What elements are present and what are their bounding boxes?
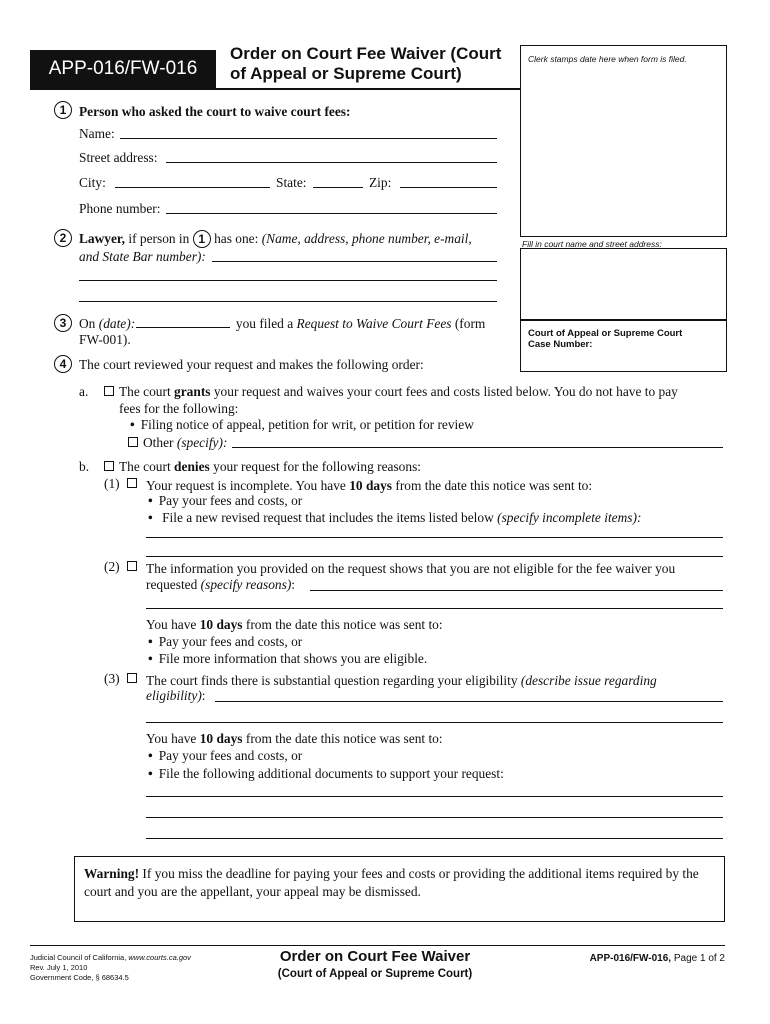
- reason-3-number: (3): [104, 671, 120, 686]
- footer-center: [250, 948, 500, 982]
- form-id: APP-016/FW-016: [48, 58, 198, 79]
- footer-left: Judicial Council of California, www.courts.ca.gov Rev. July 1, 2010 Government Code, § 68634.5: [30, 953, 191, 982]
- zip-label: Zip:: [369, 175, 392, 190]
- form-title-line1: Order on Court Fee Waiver (Court: [230, 44, 502, 63]
- phone-field[interactable]: [166, 213, 497, 214]
- grant-bullet-1: • Filing notice of appeal, petition for writ, or petition for review: [130, 417, 474, 433]
- reason-3-days: You have 10 days from the date this notice was sent to:: [146, 731, 443, 746]
- reason-3-checkbox[interactable]: [127, 673, 137, 683]
- section-1-number: 1: [54, 101, 72, 119]
- case-label-line1: Court of Appeal or Supreme Court: [528, 328, 683, 339]
- reason-3-field-1[interactable]: [215, 701, 723, 702]
- title-underline: [30, 88, 520, 90]
- name-field[interactable]: [120, 138, 497, 139]
- other-label: Other (specify):: [143, 435, 228, 450]
- section-4-number: 4: [54, 355, 72, 373]
- reason-1-bullet-1: • Pay your fees and costs, or: [148, 493, 302, 509]
- court-name-box[interactable]: [520, 248, 727, 320]
- state-label: State:: [276, 175, 307, 190]
- footer-right: APP-016/FW-016, Page 1 of 2: [589, 953, 725, 964]
- other-field[interactable]: [232, 447, 723, 448]
- other-checkbox[interactable]: [128, 437, 138, 447]
- lawyer-text-a: if person in: [128, 231, 190, 247]
- lawyer-line1: [79, 231, 472, 249]
- reason-2-checkbox[interactable]: [127, 561, 137, 571]
- form-title-line2: of Appeal or Supreme Court): [230, 64, 462, 83]
- case-label-line2: Case Number:: [528, 339, 593, 350]
- lawyer-field-3[interactable]: [79, 301, 497, 302]
- warning-line1: Warning! If you miss the deadline for paying your fees and costs or providing the additional items required by the: [84, 866, 699, 881]
- grant-text-c: fees for the following:: [119, 401, 239, 416]
- city-label: City:: [79, 175, 106, 190]
- section-3-number: 3: [54, 314, 72, 332]
- reason-3-field-3[interactable]: [146, 796, 723, 797]
- court-name-note: Fill in court name and street address:: [522, 239, 662, 249]
- reason-2-field-2[interactable]: [146, 608, 723, 609]
- name-label: Name:: [79, 126, 115, 141]
- deny-text: The court denies your request for the following reasons:: [119, 459, 422, 474]
- footer-subtitle: (Court of Appeal or Supreme Court): [277, 968, 473, 980]
- clerk-stamp-note: Clerk stamps date here when form is filed.: [528, 54, 687, 64]
- footer-title: Order on Court Fee Waiver: [279, 948, 471, 965]
- reason-1-number: (1): [104, 476, 120, 491]
- case-number-label: [528, 328, 682, 350]
- reason-3-text: The court finds there is substantial question regarding your eligibility (describe issue regarding: [146, 673, 657, 688]
- reason-1-field-2[interactable]: [146, 556, 723, 557]
- phone-label: Phone number:: [79, 201, 161, 216]
- form-title: [230, 44, 520, 84]
- lawyer-italic-b: and State Bar number):: [79, 249, 206, 264]
- reason-3-bullet-1: • Pay your fees and costs, or: [148, 748, 302, 764]
- item-a-letter: a.: [79, 384, 89, 399]
- reason-3-text-b: eligibility):: [146, 688, 206, 703]
- reason-1-checkbox[interactable]: [127, 478, 137, 488]
- reason-2-bullet-2: • File more information that shows you are eligible.: [148, 651, 427, 667]
- lawyer-text-b: has one:: [214, 231, 259, 247]
- lawyer-bold: Lawyer,: [79, 231, 125, 247]
- lawyer-italic-a: (Name, address, phone number, e-mail,: [261, 231, 472, 247]
- reason-2-field-1[interactable]: [310, 590, 723, 591]
- reason-2-number: (2): [104, 559, 120, 574]
- section-2-number: 2: [54, 229, 72, 247]
- lawyer-field-1[interactable]: [212, 261, 497, 262]
- section-4-intro: The court reviewed your request and makes the following order:: [79, 357, 424, 372]
- lawyer-field-2[interactable]: [79, 280, 497, 281]
- grant-text: The court grants your request and waives your court fees and costs listed below. You do not have to pay: [119, 384, 678, 399]
- reason-2-text-a: The information you provided on the request shows that you are not eligible for the fee waiver you: [146, 561, 676, 576]
- reason-1-text: Your request is incomplete. You have 10 days from the date this notice was sent to:: [146, 478, 593, 493]
- reason-2-text-b: requested (specify reasons):: [146, 577, 296, 592]
- warning-line2: court and you are the appellant, your appeal may be dismissed.: [84, 884, 421, 899]
- zip-field[interactable]: [400, 187, 497, 188]
- reason-2-bullet-1: • Pay your fees and costs, or: [148, 634, 302, 650]
- form-id-badge: [30, 50, 216, 88]
- city-field[interactable]: [115, 187, 270, 188]
- ref-section-1: 1: [193, 230, 211, 248]
- footer-rule: [30, 945, 725, 946]
- street-label: Street address:: [79, 150, 158, 165]
- section-3-line1: On (date): you filed a Request to Waive Court Fees (form: [79, 316, 486, 331]
- deny-checkbox[interactable]: [104, 461, 114, 471]
- state-field[interactable]: [313, 187, 363, 188]
- reason-1-bullet-2: • File a new revised request that includes the items listed below (specify incomplete items):: [148, 510, 641, 526]
- clerk-stamp-box: [520, 45, 727, 237]
- item-b-letter: b.: [79, 459, 90, 474]
- section-1-heading: Person who asked the court to waive court fees:: [79, 104, 351, 119]
- reason-2-days: You have 10 days from the date this notice was sent to:: [146, 617, 443, 632]
- reason-3-field-4[interactable]: [146, 817, 723, 818]
- reason-1-field-1[interactable]: [146, 537, 723, 538]
- grant-checkbox[interactable]: [104, 386, 114, 396]
- section-3-line2: FW-001).: [79, 332, 131, 347]
- street-field[interactable]: [166, 162, 497, 163]
- reason-3-field-2[interactable]: [146, 722, 723, 723]
- reason-3-field-5[interactable]: [146, 838, 723, 839]
- date-field[interactable]: [136, 327, 230, 328]
- reason-3-bullet-2: • File the following additional documents to support your request:: [148, 766, 504, 782]
